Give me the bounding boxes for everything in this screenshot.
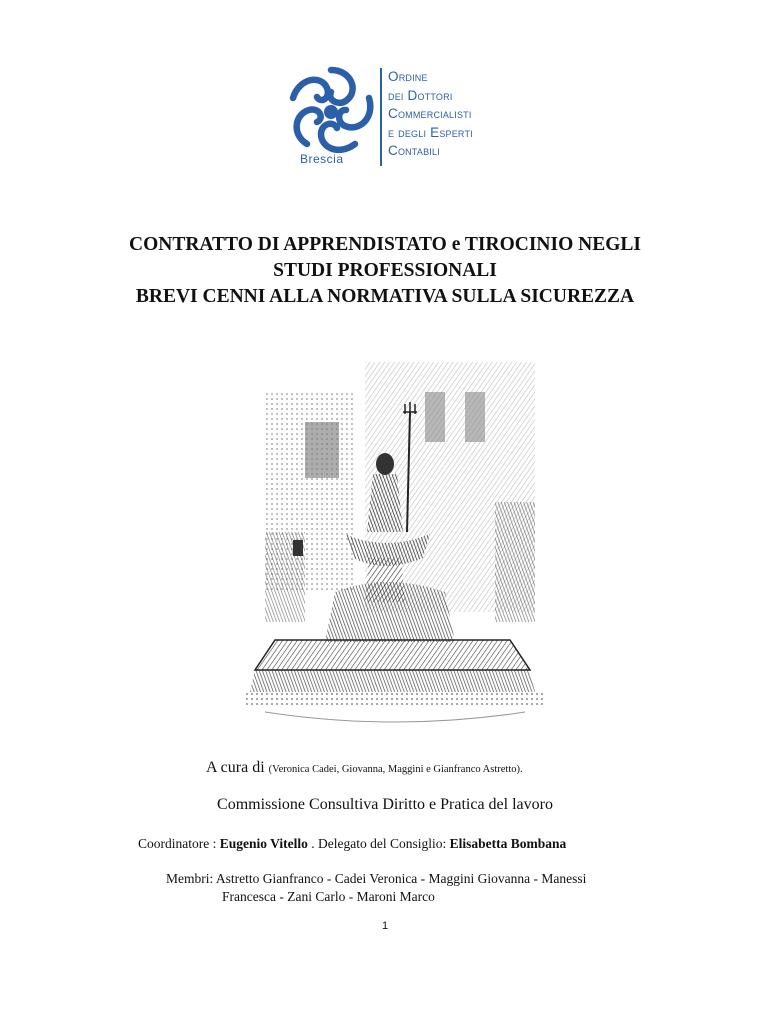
delegate-name: Elisabetta Bombana <box>449 836 567 851</box>
members-line-1: Membri: Astretto Gianfranco - Cadei Veronica - Maggini Giovanna - Manessi <box>166 871 587 886</box>
title-line-1: CONTRATTO DI APPRENDISTATO e TIROCINIO NEGLI <box>129 234 641 255</box>
logo-line: Ordine <box>388 69 428 84</box>
curated-by-names: (Veronica Cadei, Giovanna, Maggini e Gianfranco Astretto). <box>268 764 523 775</box>
curated-by-label: A cura di <box>206 759 265 776</box>
title-line-2: STUDI PROFESSIONALI <box>273 260 497 281</box>
coordinator-name: Eugenio Vitello <box>219 836 308 851</box>
star-knot-emblem-icon <box>280 60 382 160</box>
logo-divider <box>380 68 382 166</box>
logo-line: dei Dottori <box>388 87 453 103</box>
coordinator-label: Coordinatore : <box>138 836 217 851</box>
members-line-2: Francesca - Zani Carlo - Maroni Marco <box>222 889 435 904</box>
logo-city: Brescia <box>300 152 344 166</box>
members-list <box>166 870 586 906</box>
logo-text <box>388 68 473 161</box>
fountain-engraving <box>245 352 545 742</box>
logo-line: Contabili <box>388 143 440 158</box>
title-line-3: BREVI CENNI ALLA NORMATIVA SULLA SICUREZZA <box>135 286 635 307</box>
logo <box>276 60 516 172</box>
curated-by <box>206 759 523 777</box>
commission-name: Commissione Consultiva Diritto e Pratica del lavoro <box>217 796 553 813</box>
logo-line: Commercialisti <box>388 106 472 121</box>
delegate-label: . Delegato del Consiglio: <box>311 836 447 851</box>
logo-line: e degli Esperti <box>388 124 473 140</box>
coordinator-line <box>138 836 566 852</box>
page-number: 1 <box>381 920 389 932</box>
document-title <box>0 232 770 310</box>
